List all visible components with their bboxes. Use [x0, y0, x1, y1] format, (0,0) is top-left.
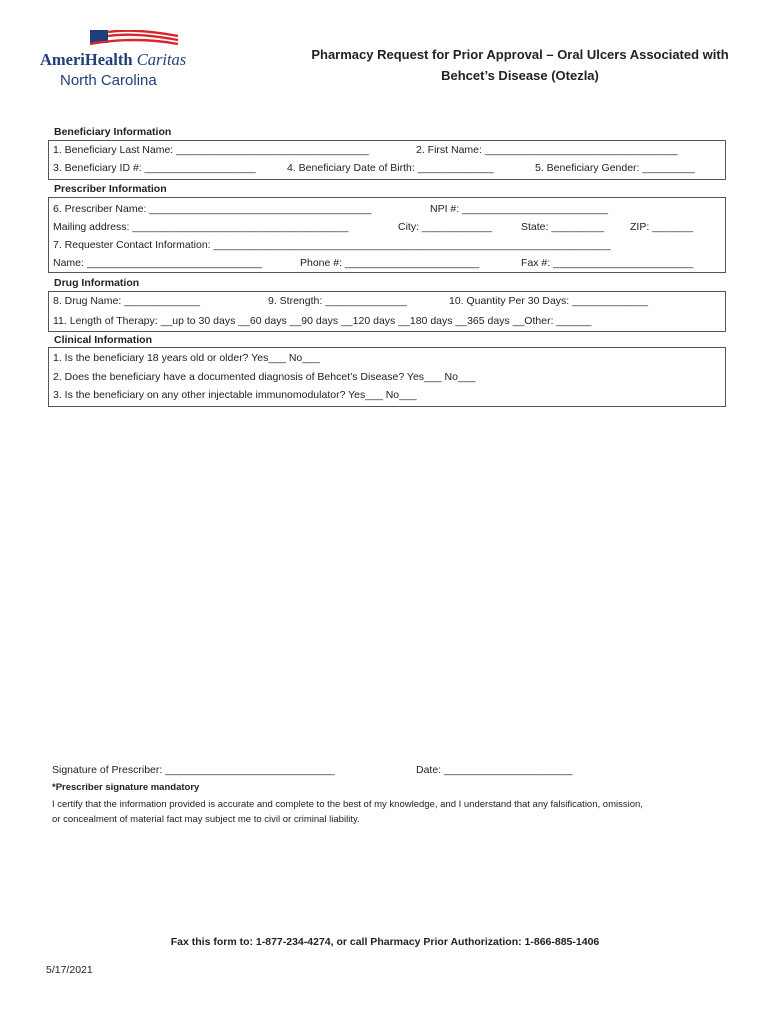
form-title-line-2: Behcet’s Disease (Otezla)	[441, 68, 599, 83]
drug-heading: Drug Information	[54, 277, 140, 289]
drug-name-field[interactable]: 8. Drug Name: _____________	[53, 295, 201, 307]
mailing-address-field[interactable]: Mailing address: _____________________________________	[53, 221, 349, 233]
fax-instructions: Fax this form to: 1-877-234-4274, or call Pharmacy Prior Authorization: 1-866-885-1406	[170, 936, 600, 948]
strength-field[interactable]: 9. Strength: ______________	[268, 295, 407, 307]
beneficiary-last-name-field[interactable]: 1. Beneficiary Last Name: _________________________________	[53, 144, 369, 156]
quantity-field[interactable]: 10. Quantity Per 30 Days: _____________	[449, 295, 649, 307]
state-field[interactable]: State: _________	[521, 221, 604, 233]
form-title-line-1: Pharmacy Request for Prior Approval – Oral Ulcers Associated with	[311, 47, 729, 62]
contact-name-field[interactable]: Name: ______________________________	[53, 257, 263, 269]
clinical-question-3[interactable]: 3. Is the beneficiary on any other injectable immunomodulator? Yes___ No___	[53, 389, 417, 401]
beneficiary-first-name-field[interactable]: 2. First Name: _________________________________	[416, 144, 678, 156]
flag-icon	[90, 30, 180, 50]
npi-field[interactable]: NPI #: _________________________	[430, 203, 609, 215]
therapy-length-field[interactable]: 11. Length of Therapy: __up to 30 days __60 days __90 days __120 days __180 days __365 days __Other: ______	[53, 315, 592, 327]
prescriber-heading: Prescriber Information	[54, 183, 167, 195]
beneficiary-gender-field[interactable]: 5. Beneficiary Gender: _________	[535, 162, 695, 174]
certification-line-1: I certify that the information provided is accurate and complete to the best of my knowledge, and I understand that any falsification, omission,	[52, 799, 643, 810]
form-title	[300, 44, 740, 86]
logo-state-text: North Carolina	[60, 72, 157, 89]
signature-mandatory-note: *Prescriber signature mandatory	[52, 782, 200, 793]
clinical-question-2[interactable]: 2. Does the beneficiary have a documented diagnosis of Behcet’s Disease? Yes___ No___	[53, 371, 476, 383]
phone-field[interactable]: Phone #: _______________________	[300, 257, 480, 269]
requester-contact-field[interactable]: 7. Requester Contact Information: ____________________________________________________________________	[53, 239, 611, 251]
form-revision-date: 5/17/2021	[46, 964, 93, 976]
fax-field[interactable]: Fax #: ________________________	[521, 257, 694, 269]
clinical-heading: Clinical Information	[54, 334, 153, 346]
certification-line-2: or concealment of material fact may subject me to civil or criminal liability.	[52, 814, 360, 825]
signature-date-field[interactable]: Date: ______________________	[416, 764, 573, 776]
prescriber-signature-field[interactable]: Signature of Prescriber: _____________________________	[52, 764, 335, 776]
zip-field[interactable]: ZIP: _______	[630, 221, 694, 233]
beneficiary-id-field[interactable]: 3. Beneficiary ID #: ___________________	[53, 162, 256, 174]
beneficiary-dob-field[interactable]: 4. Beneficiary Date of Birth: _____________	[287, 162, 494, 174]
beneficiary-heading: Beneficiary Information	[54, 126, 172, 138]
clinical-question-1[interactable]: 1. Is the beneficiary 18 years old or older? Yes___ No___	[53, 352, 320, 364]
certification-statement	[52, 797, 742, 827]
city-field[interactable]: City: ____________	[398, 221, 492, 233]
prescriber-name-field[interactable]: 6. Prescriber Name: ______________________________________	[53, 203, 372, 215]
company-logo	[38, 28, 208, 94]
logo-brand-text: AmeriHealth Caritas	[40, 50, 187, 69]
